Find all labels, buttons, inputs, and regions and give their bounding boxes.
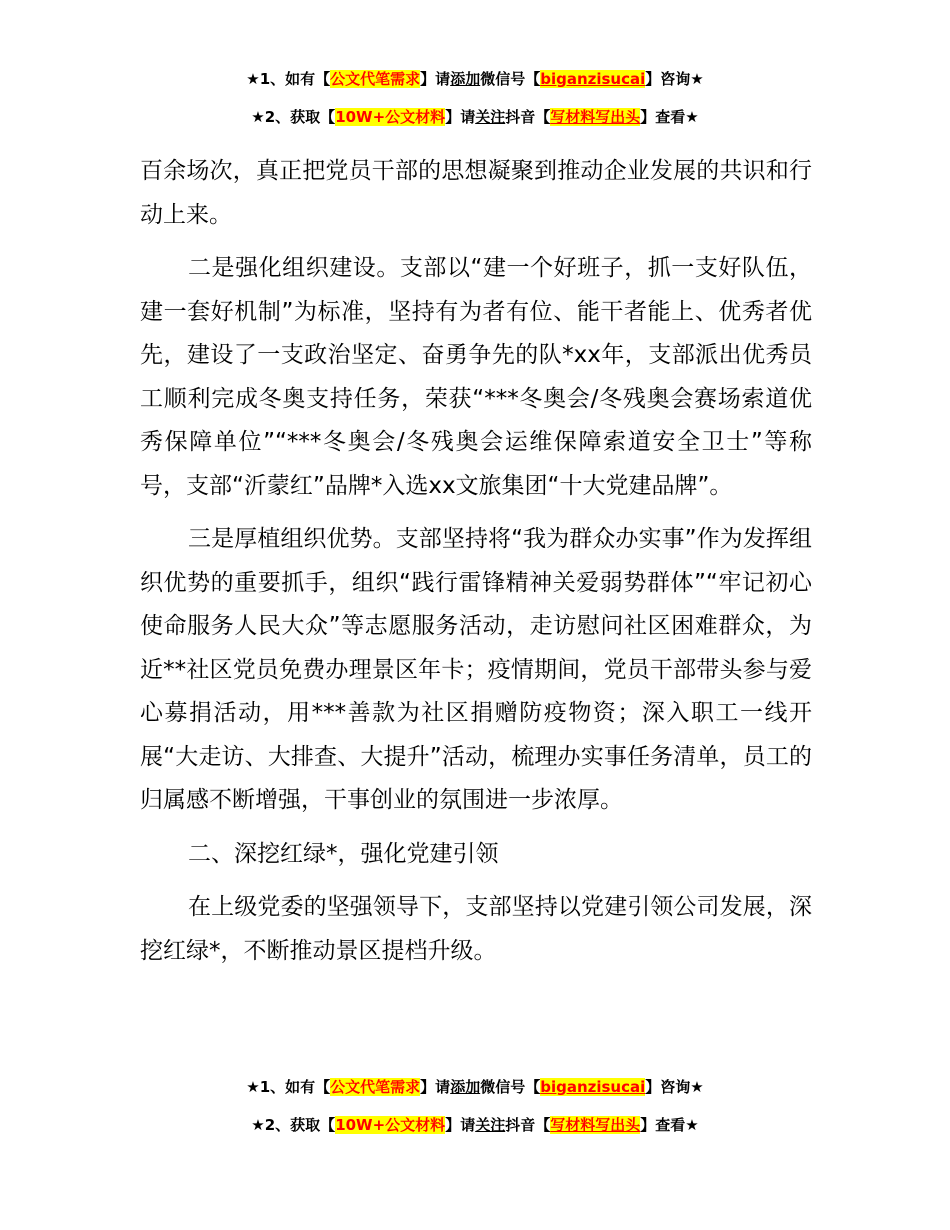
banner-douyin-id: 写材料写出头: [550, 108, 641, 126]
banner-text: 抖音【: [505, 108, 551, 126]
banner-text: ★2、获取【: [251, 108, 336, 126]
banner-emphasis: 添加: [450, 70, 481, 88]
banner-text: 抖音【: [505, 1116, 551, 1134]
banner-emphasis: 关注: [475, 108, 506, 126]
header-banner-bottom-2: [0, 1114, 950, 1136]
banner-emphasis: 添加: [450, 1078, 481, 1096]
banner-highlight: 10W+公文材料: [335, 1116, 446, 1134]
paragraph-organization-building: 二是强化组织建设。支部以“建一个好班子，抓一支好队伍，建一套好机制”为标准，坚持有为者有位、能干者能上、优秀者优先，建设了一支政治坚定、奋勇争先的队*xx年，支部派出优秀员工顺利完成冬奥支持任务，荣获“***冬奥会/冬残奥会赛场索道优秀保障单位”“***冬奥会/冬残奥会运维保障索道安全卫士”等称号，支部“沂蒙红”品牌*入选xx文旅集团“十大党建品牌”。: [140, 255, 812, 499]
banner-highlight: 公文代笔需求: [330, 70, 421, 88]
banner-wechat-id: biganzisucai: [540, 70, 646, 88]
header-banner-top-1: [0, 68, 950, 90]
paragraph-continuation: 百余场次，真正把党员干部的思想凝聚到推动企业发展的共识和行动上来。: [140, 158, 812, 228]
banner-text: ★1、如有【: [246, 70, 331, 88]
header-banner-top-2: [0, 106, 950, 128]
banner-text: 】查看★: [640, 1116, 699, 1134]
banner-text: 】请: [445, 108, 476, 126]
banner-wechat-id: biganzisucai: [540, 1078, 646, 1096]
paragraph-organization-advantage: 三是厚植组织优势。支部坚持将“我为群众办实事”作为发挥组织优势的重要抓手，组织“践行雷锋精神关爱弱势群体”“牢记初心使命服务人民大众”等志愿服务活动，走访慰问社区困难群众，为近**社区党员免费办理景区年卡；疫情期间，党员干部带头参与爱心募捐活动，用***善款为社区捐赠防疫物资；深入职工一线开展“大走访、大排查、大提升”活动，梳理办实事任务清单，员工的归属感不断增强，干事创业的氛围进一步浓厚。: [140, 526, 812, 813]
banner-text: 】请: [420, 70, 451, 88]
header-banner-bottom-1: [0, 1076, 950, 1098]
banner-emphasis: 关注: [475, 1116, 506, 1134]
banner-text: 】咨询★: [645, 70, 704, 88]
banner-text: 】咨询★: [645, 1078, 704, 1096]
banner-highlight: 10W+公文材料: [335, 108, 446, 126]
banner-douyin-id: 写材料写出头: [550, 1116, 641, 1134]
banner-text: 微信号【: [480, 70, 541, 88]
banner-text: ★2、获取【: [251, 1116, 336, 1134]
document-body: [140, 150, 812, 973]
section-heading: 二、深挖红绿*，强化党建引领: [188, 840, 499, 867]
paragraph-section-intro: 在上级党委的坚强领导下，支部坚持以党建引领公司发展，深挖红绿*，不断推动景区提档升级。: [140, 894, 812, 964]
banner-text: 】查看★: [640, 108, 699, 126]
banner-text: 】请: [445, 1116, 476, 1134]
banner-text: 微信号【: [480, 1078, 541, 1096]
banner-text: 】请: [420, 1078, 451, 1096]
banner-highlight: 公文代笔需求: [330, 1078, 421, 1096]
banner-text: ★1、如有【: [246, 1078, 331, 1096]
